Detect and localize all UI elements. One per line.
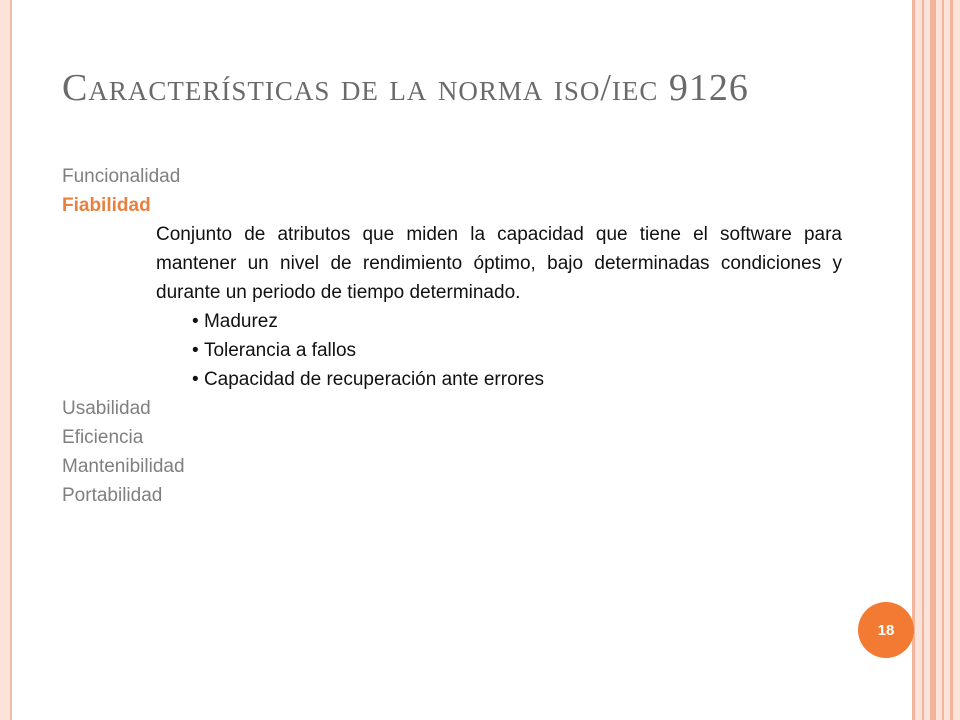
bullet-item: • Madurez [192, 307, 842, 336]
bullet-item: • Tolerancia a fallos [192, 336, 842, 365]
bullet-item: • Capacidad de recuperación ante errores [192, 365, 842, 394]
slide-content [62, 162, 842, 510]
right-band-line [930, 0, 936, 720]
topic-usabilidad: Usabilidad [62, 398, 151, 419]
slide-title: Características de la norma iso/iec 9126 [62, 67, 749, 109]
topic-mantenibilidad: Mantenibilidad [62, 456, 185, 477]
fiabilidad-bullet-list [62, 307, 842, 394]
topic-fiabilidad: Fiabilidad [62, 195, 151, 216]
right-band-line [922, 0, 924, 720]
page-number-badge: 18 [858, 602, 914, 658]
right-band-line [942, 0, 944, 720]
left-decorative-stripe [0, 0, 12, 720]
topic-portabilidad: Portabilidad [62, 485, 163, 506]
right-decorative-band [912, 0, 960, 720]
right-band-line [912, 0, 915, 720]
fiabilidad-description: Conjunto de atributos que miden la capacidad que tiene el software para mantener un nivel de rendimiento óptimo, bajo determinadas condiciones y durante un periodo de tiempo determinado. [156, 224, 842, 303]
topic-eficiencia: Eficiencia [62, 427, 144, 448]
topic-funcionalidad: Funcionalidad [62, 166, 181, 187]
right-band-line [950, 0, 953, 720]
